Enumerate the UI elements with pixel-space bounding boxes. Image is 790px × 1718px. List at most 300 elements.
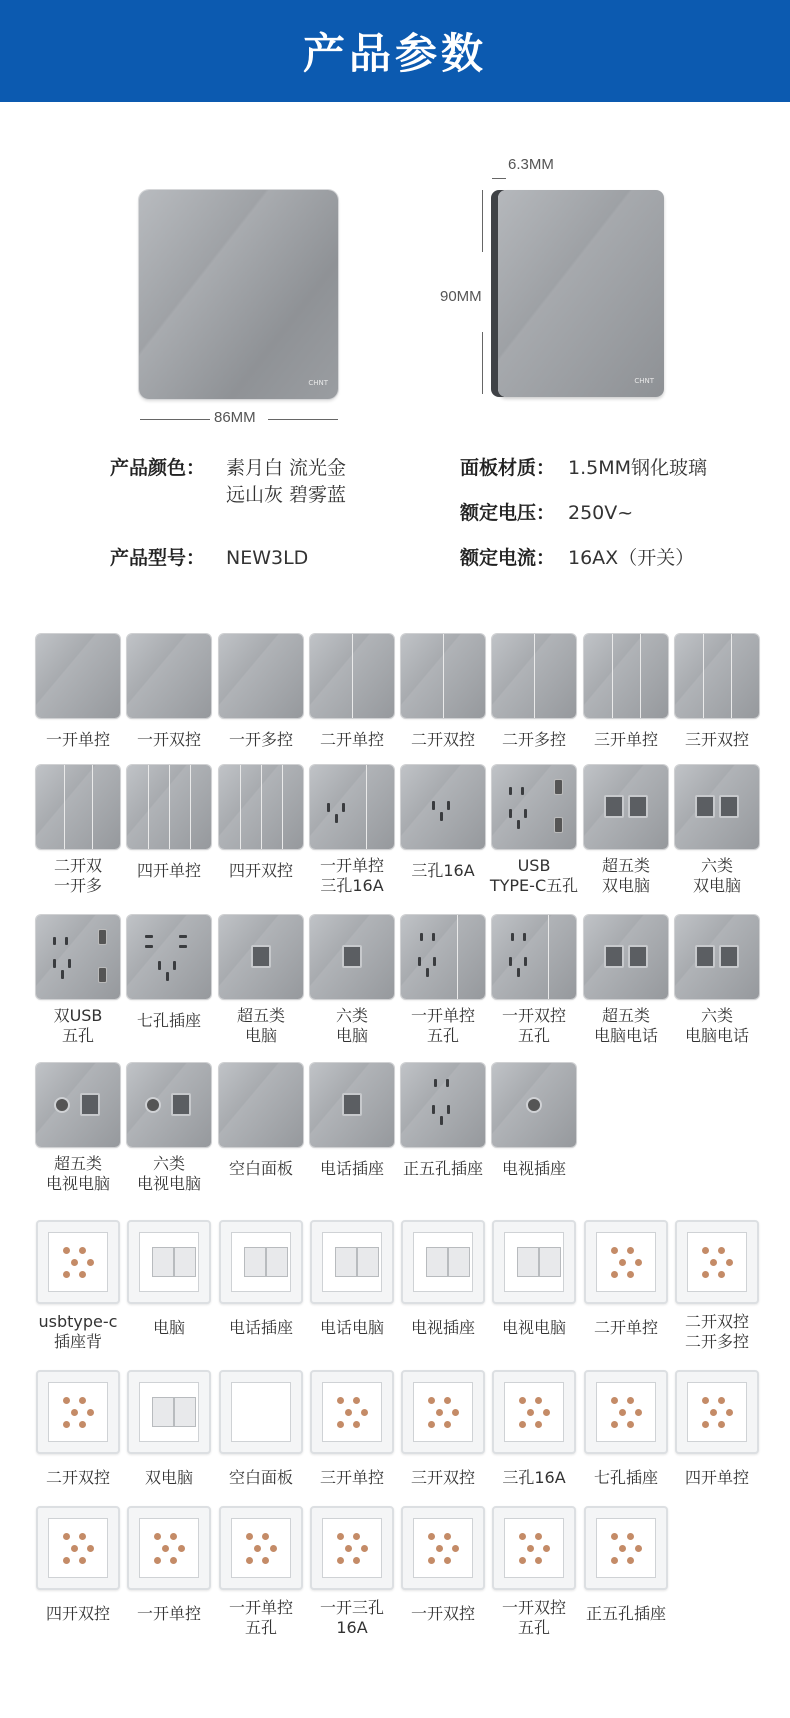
panel-tile bbox=[36, 634, 120, 718]
terminal-screw bbox=[345, 1409, 352, 1416]
panel-label: 超五类 双电脑 bbox=[601, 856, 650, 895]
socket-hole bbox=[440, 812, 443, 821]
height-dim-line-top bbox=[482, 190, 483, 252]
panel-tile bbox=[127, 634, 211, 718]
data-jack-icon bbox=[604, 795, 624, 818]
panel-tile bbox=[675, 765, 759, 849]
terminal-screw bbox=[726, 1259, 733, 1266]
terminal-screw bbox=[63, 1421, 70, 1428]
terminal-screw bbox=[353, 1557, 360, 1564]
socket-hole bbox=[524, 957, 527, 966]
tv-coax-icon bbox=[54, 1097, 70, 1113]
terminal-screw bbox=[71, 1259, 78, 1266]
module-frame bbox=[504, 1518, 564, 1578]
brand-logo: CHNT bbox=[634, 377, 654, 385]
terminal-screw bbox=[337, 1421, 344, 1428]
module-back-tile bbox=[401, 1220, 485, 1304]
depth-dim-label: 6.3MM bbox=[508, 156, 554, 173]
data-jack-icon bbox=[628, 795, 648, 818]
panel-tile bbox=[675, 915, 759, 999]
module-back-tile bbox=[127, 1220, 211, 1304]
spec-voltage-value: 250V~ bbox=[568, 502, 634, 524]
gang-divider bbox=[640, 634, 641, 718]
terminal-screw bbox=[262, 1533, 269, 1540]
module-frame bbox=[231, 1518, 291, 1578]
gang-divider bbox=[190, 765, 191, 849]
gang-divider bbox=[92, 765, 93, 849]
socket-hole bbox=[432, 933, 435, 941]
terminal-screw bbox=[718, 1397, 725, 1404]
terminal-screw bbox=[718, 1271, 725, 1278]
panel-label: 四开双控 bbox=[228, 861, 293, 880]
terminal-screw bbox=[87, 1545, 94, 1552]
panel-label: 超五类 电脑 bbox=[236, 1006, 285, 1045]
module-frame bbox=[139, 1382, 199, 1442]
terminal-screw bbox=[519, 1557, 526, 1564]
spec-current-value: 16AX（开关） bbox=[568, 547, 695, 569]
panel-front-image bbox=[139, 190, 338, 399]
terminal-screw bbox=[635, 1259, 642, 1266]
socket-hole bbox=[68, 959, 71, 968]
gang-divider bbox=[703, 634, 704, 718]
terminal-screw bbox=[710, 1409, 717, 1416]
spec-voltage-key: 额定电压： bbox=[460, 502, 556, 524]
panel-tile bbox=[127, 1063, 211, 1147]
panel-label: 六类 双电脑 bbox=[692, 856, 741, 895]
panel-label: 六类 电脑 bbox=[335, 1006, 368, 1045]
module-block bbox=[448, 1247, 470, 1277]
terminal-screw bbox=[452, 1545, 459, 1552]
panel-label: 六类 电脑电话 bbox=[684, 1006, 749, 1045]
spec-model-key: 产品型号： bbox=[110, 547, 206, 569]
panel-tile bbox=[584, 634, 668, 718]
terminal-screw bbox=[611, 1557, 618, 1564]
terminal-screw bbox=[627, 1557, 634, 1564]
terminal-screw bbox=[611, 1271, 618, 1278]
socket-hole bbox=[166, 972, 169, 981]
module-back-tile bbox=[219, 1370, 303, 1454]
socket-hole bbox=[434, 1079, 437, 1087]
socket-hole bbox=[53, 937, 56, 945]
terminal-screw bbox=[162, 1545, 169, 1552]
terminal-screw bbox=[428, 1533, 435, 1540]
module-back-tile bbox=[584, 1370, 668, 1454]
terminal-screw bbox=[627, 1271, 634, 1278]
module-block bbox=[244, 1247, 266, 1277]
data-jack-icon bbox=[695, 795, 715, 818]
terminal-screw bbox=[444, 1557, 451, 1564]
data-jack-icon bbox=[342, 945, 362, 968]
panel-label: 二开单控 bbox=[319, 730, 384, 749]
socket-hole bbox=[517, 968, 520, 977]
terminal-screw bbox=[170, 1533, 177, 1540]
data-jack-icon bbox=[719, 795, 739, 818]
module-label: 四开双控 bbox=[45, 1604, 110, 1623]
module-back-tile bbox=[401, 1506, 485, 1590]
module-label: 三开单控 bbox=[319, 1468, 384, 1487]
width-dim-line-left bbox=[140, 419, 210, 420]
panel-tile bbox=[401, 634, 485, 718]
module-frame bbox=[413, 1232, 473, 1292]
module-frame bbox=[48, 1518, 108, 1578]
gang-divider bbox=[64, 765, 65, 849]
panel-tile bbox=[36, 915, 120, 999]
terminal-screw bbox=[337, 1557, 344, 1564]
socket-hole bbox=[173, 961, 176, 970]
module-back-tile bbox=[219, 1220, 303, 1304]
gang-divider bbox=[534, 634, 535, 718]
module-label: 一开双控 bbox=[410, 1604, 475, 1623]
terminal-screw bbox=[63, 1557, 70, 1564]
panel-tile bbox=[219, 634, 303, 718]
panel-label: 电视插座 bbox=[501, 1159, 566, 1178]
module-back-tile bbox=[492, 1370, 576, 1454]
module-frame bbox=[139, 1232, 199, 1292]
terminal-screw bbox=[79, 1247, 86, 1254]
spec-color-line1: 素月白 流光金 bbox=[226, 457, 347, 479]
module-frame bbox=[322, 1382, 382, 1442]
page-header bbox=[0, 0, 790, 102]
module-frame bbox=[322, 1518, 382, 1578]
panel-label: 六类 电视电脑 bbox=[136, 1154, 201, 1193]
module-label: 电脑 bbox=[152, 1318, 185, 1337]
module-frame bbox=[596, 1382, 656, 1442]
spec-current-key: 额定电流： bbox=[460, 547, 556, 569]
data-jack-icon bbox=[171, 1093, 191, 1116]
panel-tile bbox=[492, 634, 576, 718]
usb-port-icon bbox=[98, 967, 107, 983]
tv-coax-icon bbox=[526, 1097, 542, 1113]
module-label: 三孔16A bbox=[502, 1468, 566, 1487]
module-label: 四开单控 bbox=[684, 1468, 749, 1487]
socket-hole bbox=[61, 970, 64, 979]
socket-hole bbox=[509, 787, 512, 795]
panel-label: 三开双控 bbox=[684, 730, 749, 749]
module-back-tile bbox=[492, 1506, 576, 1590]
terminal-screw bbox=[337, 1397, 344, 1404]
terminal-screw bbox=[519, 1397, 526, 1404]
panel-tile bbox=[492, 1063, 576, 1147]
module-back-tile bbox=[36, 1506, 120, 1590]
terminal-screw bbox=[535, 1397, 542, 1404]
panel-tile bbox=[584, 915, 668, 999]
socket-hole bbox=[521, 787, 524, 795]
page-title: 产品参数 bbox=[302, 29, 487, 78]
panel-tile bbox=[36, 765, 120, 849]
data-jack-icon bbox=[342, 1093, 362, 1116]
socket-hole bbox=[158, 961, 161, 970]
socket-hole bbox=[523, 933, 526, 941]
terminal-screw bbox=[353, 1421, 360, 1428]
terminal-screw bbox=[627, 1247, 634, 1254]
socket-hole bbox=[432, 801, 435, 810]
panel-label: 超五类 电视电脑 bbox=[45, 1154, 110, 1193]
module-back-tile bbox=[584, 1506, 668, 1590]
terminal-screw bbox=[87, 1259, 94, 1266]
spec-material-value: 1.5MM钢化玻璃 bbox=[568, 457, 708, 479]
terminal-screw bbox=[444, 1397, 451, 1404]
depth-dim-line bbox=[492, 178, 506, 179]
spec-model-value: NEW3LD bbox=[226, 547, 309, 569]
gang-divider bbox=[457, 915, 458, 999]
tv-coax-icon bbox=[145, 1097, 161, 1113]
module-label: 二开双控 bbox=[45, 1468, 110, 1487]
module-back-tile bbox=[36, 1220, 120, 1304]
terminal-screw bbox=[535, 1533, 542, 1540]
module-block bbox=[357, 1247, 379, 1277]
socket-hole bbox=[327, 803, 330, 812]
socket-hole bbox=[65, 937, 68, 945]
terminal-screw bbox=[452, 1409, 459, 1416]
terminal-screw bbox=[619, 1409, 626, 1416]
module-back-tile bbox=[310, 1370, 394, 1454]
module-back-tile bbox=[584, 1220, 668, 1304]
terminal-screw bbox=[63, 1533, 70, 1540]
terminal-screw bbox=[627, 1421, 634, 1428]
terminal-screw bbox=[71, 1545, 78, 1552]
terminal-screw bbox=[353, 1397, 360, 1404]
terminal-screw bbox=[63, 1271, 70, 1278]
module-frame bbox=[231, 1382, 291, 1442]
panel-tile bbox=[401, 1063, 485, 1147]
module-frame bbox=[139, 1518, 199, 1578]
module-label: 电视插座 bbox=[410, 1318, 475, 1337]
panel-tile bbox=[127, 765, 211, 849]
panel-label: USB TYPE-C五孔 bbox=[489, 856, 579, 895]
terminal-screw bbox=[444, 1533, 451, 1540]
module-block bbox=[174, 1397, 196, 1427]
module-frame bbox=[504, 1382, 564, 1442]
terminal-screw bbox=[702, 1421, 709, 1428]
terminal-screw bbox=[444, 1421, 451, 1428]
brand-logo: CHNT bbox=[308, 379, 328, 387]
panel-tile bbox=[310, 915, 394, 999]
usb-port-icon bbox=[554, 779, 563, 795]
module-label: 二开双控 二开多控 bbox=[684, 1312, 749, 1351]
module-frame bbox=[596, 1518, 656, 1578]
module-back-tile bbox=[310, 1506, 394, 1590]
module-back-tile bbox=[36, 1370, 120, 1454]
terminal-screw bbox=[702, 1397, 709, 1404]
terminal-screw bbox=[519, 1533, 526, 1540]
module-back-tile bbox=[675, 1220, 759, 1304]
terminal-screw bbox=[635, 1409, 642, 1416]
panel-label: 空白面板 bbox=[228, 1159, 293, 1178]
gang-divider bbox=[443, 634, 444, 718]
terminal-screw bbox=[543, 1545, 550, 1552]
gang-divider bbox=[148, 765, 149, 849]
terminal-screw bbox=[361, 1409, 368, 1416]
terminal-screw bbox=[619, 1545, 626, 1552]
module-label: 三开双控 bbox=[410, 1468, 475, 1487]
terminal-screw bbox=[178, 1545, 185, 1552]
terminal-screw bbox=[262, 1557, 269, 1564]
spec-color bbox=[110, 455, 205, 481]
width-dim-line-right bbox=[268, 419, 338, 420]
data-jack-icon bbox=[695, 945, 715, 968]
socket-hole bbox=[145, 935, 153, 938]
socket-hole bbox=[446, 1079, 449, 1087]
usb-port-icon bbox=[554, 817, 563, 833]
module-back-tile bbox=[401, 1370, 485, 1454]
gang-divider bbox=[240, 765, 241, 849]
panel-label: 一开单控 bbox=[45, 730, 110, 749]
panel-tile bbox=[675, 634, 759, 718]
panel-label: 三孔16A bbox=[411, 861, 475, 880]
module-label: 一开双控 五孔 bbox=[501, 1598, 566, 1637]
terminal-screw bbox=[353, 1533, 360, 1540]
module-back-tile bbox=[127, 1506, 211, 1590]
gang-divider bbox=[731, 634, 732, 718]
terminal-screw bbox=[79, 1533, 86, 1540]
panel-label: 一开双控 bbox=[136, 730, 201, 749]
terminal-screw bbox=[154, 1533, 161, 1540]
panel-tile bbox=[401, 765, 485, 849]
data-jack-icon bbox=[719, 945, 739, 968]
panel-label: 二开双 一开多 bbox=[53, 856, 102, 895]
terminal-screw bbox=[627, 1533, 634, 1540]
panel-tile bbox=[310, 634, 394, 718]
height-dim-label: 90MM bbox=[440, 288, 482, 305]
socket-hole bbox=[433, 957, 436, 966]
terminal-screw bbox=[428, 1421, 435, 1428]
module-label: 一开单控 五孔 bbox=[228, 1598, 293, 1637]
terminal-screw bbox=[246, 1533, 253, 1540]
panel-tile bbox=[492, 765, 576, 849]
data-jack-icon bbox=[604, 945, 624, 968]
gang-divider bbox=[612, 634, 613, 718]
panel-tile bbox=[219, 915, 303, 999]
terminal-screw bbox=[726, 1409, 733, 1416]
module-block bbox=[426, 1247, 448, 1277]
socket-hole bbox=[53, 959, 56, 968]
socket-hole bbox=[517, 820, 520, 829]
panel-tile bbox=[584, 765, 668, 849]
terminal-screw bbox=[154, 1557, 161, 1564]
terminal-screw bbox=[718, 1421, 725, 1428]
terminal-screw bbox=[543, 1409, 550, 1416]
panel-tile bbox=[219, 1063, 303, 1147]
terminal-screw bbox=[527, 1545, 534, 1552]
socket-hole bbox=[335, 814, 338, 823]
module-label: 电话电脑 bbox=[319, 1318, 384, 1337]
module-frame bbox=[413, 1382, 473, 1442]
panel-label: 双USB 五孔 bbox=[53, 1006, 103, 1045]
module-label: 七孔插座 bbox=[593, 1468, 658, 1487]
panel-label: 二开双控 bbox=[410, 730, 475, 749]
module-frame bbox=[413, 1518, 473, 1578]
terminal-screw bbox=[79, 1271, 86, 1278]
module-label: 双电脑 bbox=[144, 1468, 193, 1487]
panel-label: 一开单控 五孔 bbox=[410, 1006, 475, 1045]
panel-label: 电话插座 bbox=[319, 1159, 384, 1178]
socket-hole bbox=[432, 1105, 435, 1114]
gang-divider bbox=[282, 765, 283, 849]
terminal-screw bbox=[635, 1545, 642, 1552]
module-back-tile bbox=[127, 1370, 211, 1454]
panel-tile bbox=[219, 765, 303, 849]
data-jack-icon bbox=[251, 945, 271, 968]
terminal-screw bbox=[361, 1545, 368, 1552]
module-label: usbtype-c 插座背 bbox=[38, 1312, 118, 1351]
terminal-screw bbox=[611, 1533, 618, 1540]
module-frame bbox=[687, 1382, 747, 1442]
module-block bbox=[152, 1397, 174, 1427]
module-block bbox=[152, 1247, 174, 1277]
module-label: 电视电脑 bbox=[501, 1318, 566, 1337]
module-block bbox=[517, 1247, 539, 1277]
module-label: 二开单控 bbox=[593, 1318, 658, 1337]
module-block bbox=[266, 1247, 288, 1277]
module-label: 一开单控 bbox=[136, 1604, 201, 1623]
socket-hole bbox=[179, 935, 187, 938]
terminal-screw bbox=[79, 1397, 86, 1404]
panel-label: 一开多控 bbox=[228, 730, 293, 749]
socket-hole bbox=[447, 1105, 450, 1114]
module-block bbox=[335, 1247, 357, 1277]
panel-label: 七孔插座 bbox=[136, 1011, 201, 1030]
terminal-screw bbox=[254, 1545, 261, 1552]
terminal-screw bbox=[246, 1557, 253, 1564]
socket-hole bbox=[342, 803, 345, 812]
module-label: 空白面板 bbox=[228, 1468, 293, 1487]
usb-port-icon bbox=[98, 929, 107, 945]
module-label: 电话插座 bbox=[228, 1318, 293, 1337]
terminal-screw bbox=[535, 1557, 542, 1564]
module-frame bbox=[322, 1232, 382, 1292]
module-frame bbox=[48, 1232, 108, 1292]
terminal-screw bbox=[170, 1557, 177, 1564]
data-jack-icon bbox=[628, 945, 648, 968]
data-jack-icon bbox=[80, 1093, 100, 1116]
socket-hole bbox=[179, 945, 187, 948]
module-back-tile bbox=[310, 1220, 394, 1304]
module-block bbox=[539, 1247, 561, 1277]
gang-divider bbox=[169, 765, 170, 849]
gang-divider bbox=[366, 765, 367, 849]
terminal-screw bbox=[79, 1421, 86, 1428]
terminal-screw bbox=[428, 1397, 435, 1404]
module-label: 一开三孔 16A bbox=[319, 1598, 384, 1637]
gang-divider bbox=[548, 915, 549, 999]
panel-label: 二开多控 bbox=[501, 730, 566, 749]
terminal-screw bbox=[619, 1259, 626, 1266]
terminal-screw bbox=[611, 1397, 618, 1404]
module-back-tile bbox=[219, 1506, 303, 1590]
terminal-screw bbox=[710, 1259, 717, 1266]
terminal-screw bbox=[627, 1397, 634, 1404]
panel-tile bbox=[401, 915, 485, 999]
terminal-screw bbox=[702, 1247, 709, 1254]
panel-label: 一开双控 五孔 bbox=[501, 1006, 566, 1045]
spec-color-key: 产品颜色： bbox=[110, 457, 206, 479]
terminal-screw bbox=[337, 1533, 344, 1540]
socket-hole bbox=[511, 933, 514, 941]
module-frame bbox=[687, 1232, 747, 1292]
gang-divider bbox=[352, 634, 353, 718]
terminal-screw bbox=[611, 1421, 618, 1428]
socket-hole bbox=[420, 933, 423, 941]
panel-tile bbox=[310, 765, 394, 849]
socket-hole bbox=[426, 968, 429, 977]
terminal-screw bbox=[63, 1397, 70, 1404]
socket-hole bbox=[447, 801, 450, 810]
module-block bbox=[174, 1247, 196, 1277]
terminal-screw bbox=[519, 1421, 526, 1428]
panel-label: 超五类 电脑电话 bbox=[593, 1006, 658, 1045]
panel-tile bbox=[310, 1063, 394, 1147]
terminal-screw bbox=[436, 1409, 443, 1416]
